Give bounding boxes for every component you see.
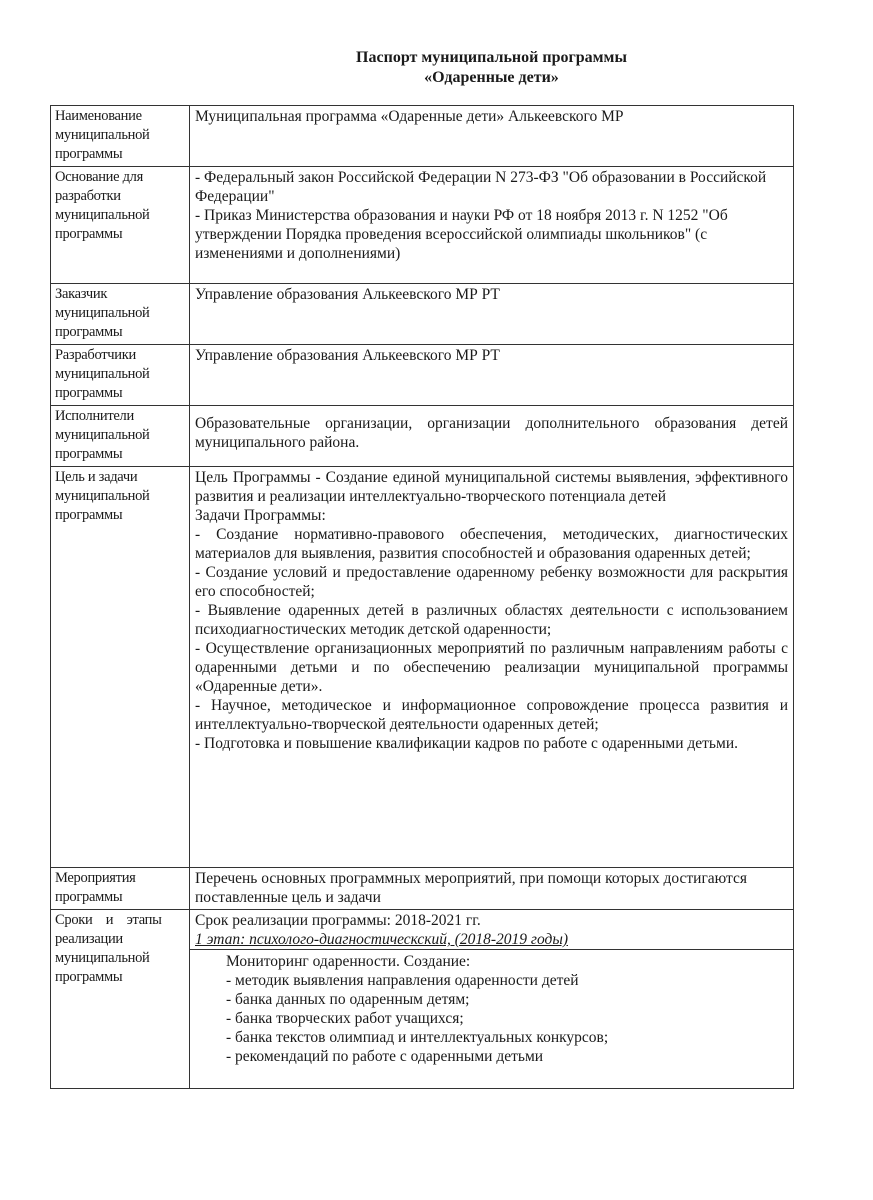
creation-list (226, 971, 788, 1066)
row-label: Исполнители муниципальной программы (51, 406, 190, 467)
row-value: Управление образования Алькеевского МР РТ (190, 284, 794, 345)
term-text: Срок реализации программы: 2018-2021 гг. (195, 912, 481, 929)
list-item: - банка текстов олимпиад и интеллектуальных конкурсов; (226, 1028, 788, 1047)
row-label: Цель и задачи муниципальной программы (51, 467, 190, 868)
row-value (190, 910, 794, 1089)
monitoring-text: Мониторинг одаренности. Создание: (226, 953, 471, 970)
row-label: Разработчики муниципальной программы (51, 345, 190, 406)
task-item: - Создание нормативно-правового обеспечения, методических, диагностических материалов для выявления, развития способностей и образования одаренных детей; (195, 526, 788, 562)
table-row (51, 868, 794, 910)
stage-text: 1 этап: психолого-диагностическский, (2018-2019 годы) (195, 931, 568, 948)
title-line-2: «Одаренные дети» (424, 69, 559, 86)
basis-item: - Приказ Министерства образования и науки РФ от 18 ноября 2013 г. N 1252 "Об утверждении Порядка проведения всероссийской олимпиады школьников" (с изменениями и дополнениями) (195, 207, 728, 262)
passport-table (50, 105, 794, 1089)
row-value (190, 167, 794, 284)
row-label: Наименование муниципальной программы (51, 106, 190, 167)
table-row (51, 106, 794, 167)
list-item: - методик выявления направления одаренности детей (226, 971, 788, 990)
task-item: - Научное, методическое и информационное сопровождение процесса развития и интеллектуально-творческой деятельности одаренных детей; (195, 697, 788, 733)
list-item: - банка данных по одаренным детям; (226, 990, 788, 1009)
row-value: Управление образования Алькеевского МР РТ (190, 345, 794, 406)
table-row (51, 406, 794, 467)
task-item: - Выявление одаренных детей в различных областях деятельности с использованием психодиагностических методик детской одаренности; (195, 602, 788, 638)
goal-text: Цель Программы - Создание единой муниципальной системы выявления, эффективного развития и реализации интеллектуально-творческого потенциала детей (195, 469, 788, 505)
table-row (51, 167, 794, 284)
table-row (51, 345, 794, 406)
row-value (190, 467, 794, 868)
stage-details (190, 949, 793, 1066)
row-label: Мероприятия программы (51, 868, 190, 910)
row-label: Основание для разработки муниципальной программы (51, 167, 190, 284)
table-row (51, 467, 794, 868)
row-label: Сроки и этапы реализации муниципальной программы (51, 910, 190, 1089)
table-row (51, 910, 794, 1089)
list-item: - рекомендаций по работе с одаренными детьми (226, 1047, 788, 1066)
row-value: Образовательные организации, организации дополнительного образования детей муниципального района. (190, 406, 794, 467)
title-line-1: Паспорт муниципальной программы (356, 49, 627, 66)
task-item: - Подготовка и повышение квалификации кадров по работе с одаренными детьми. (195, 735, 738, 752)
task-item: - Создание условий и предоставление одаренному ребенку возможности для раскрытия его способностей; (195, 564, 788, 600)
list-item: - банка творческих работ учащихся; (226, 1009, 788, 1028)
basis-item: - Федеральный закон Российской Федерации N 273-ФЗ "Об образовании в Российской Федерации" (195, 169, 767, 205)
task-item: - Осуществление организационных мероприятий по различным направлениям работы с одаренными детьми и по обеспечению реализации муниципальной программы «Одаренные дети». (195, 640, 788, 695)
row-value: Перечень основных программных мероприятий, при помощи которых достигаются поставленные цель и задачи (190, 868, 794, 910)
document-title (0, 48, 873, 88)
row-value: Муниципальная программа «Одаренные дети» Алькеевского МР (190, 106, 794, 167)
row-label: Заказчик муниципальной программы (51, 284, 190, 345)
table-row (51, 284, 794, 345)
tasks-heading: Задачи Программы: (195, 507, 326, 524)
